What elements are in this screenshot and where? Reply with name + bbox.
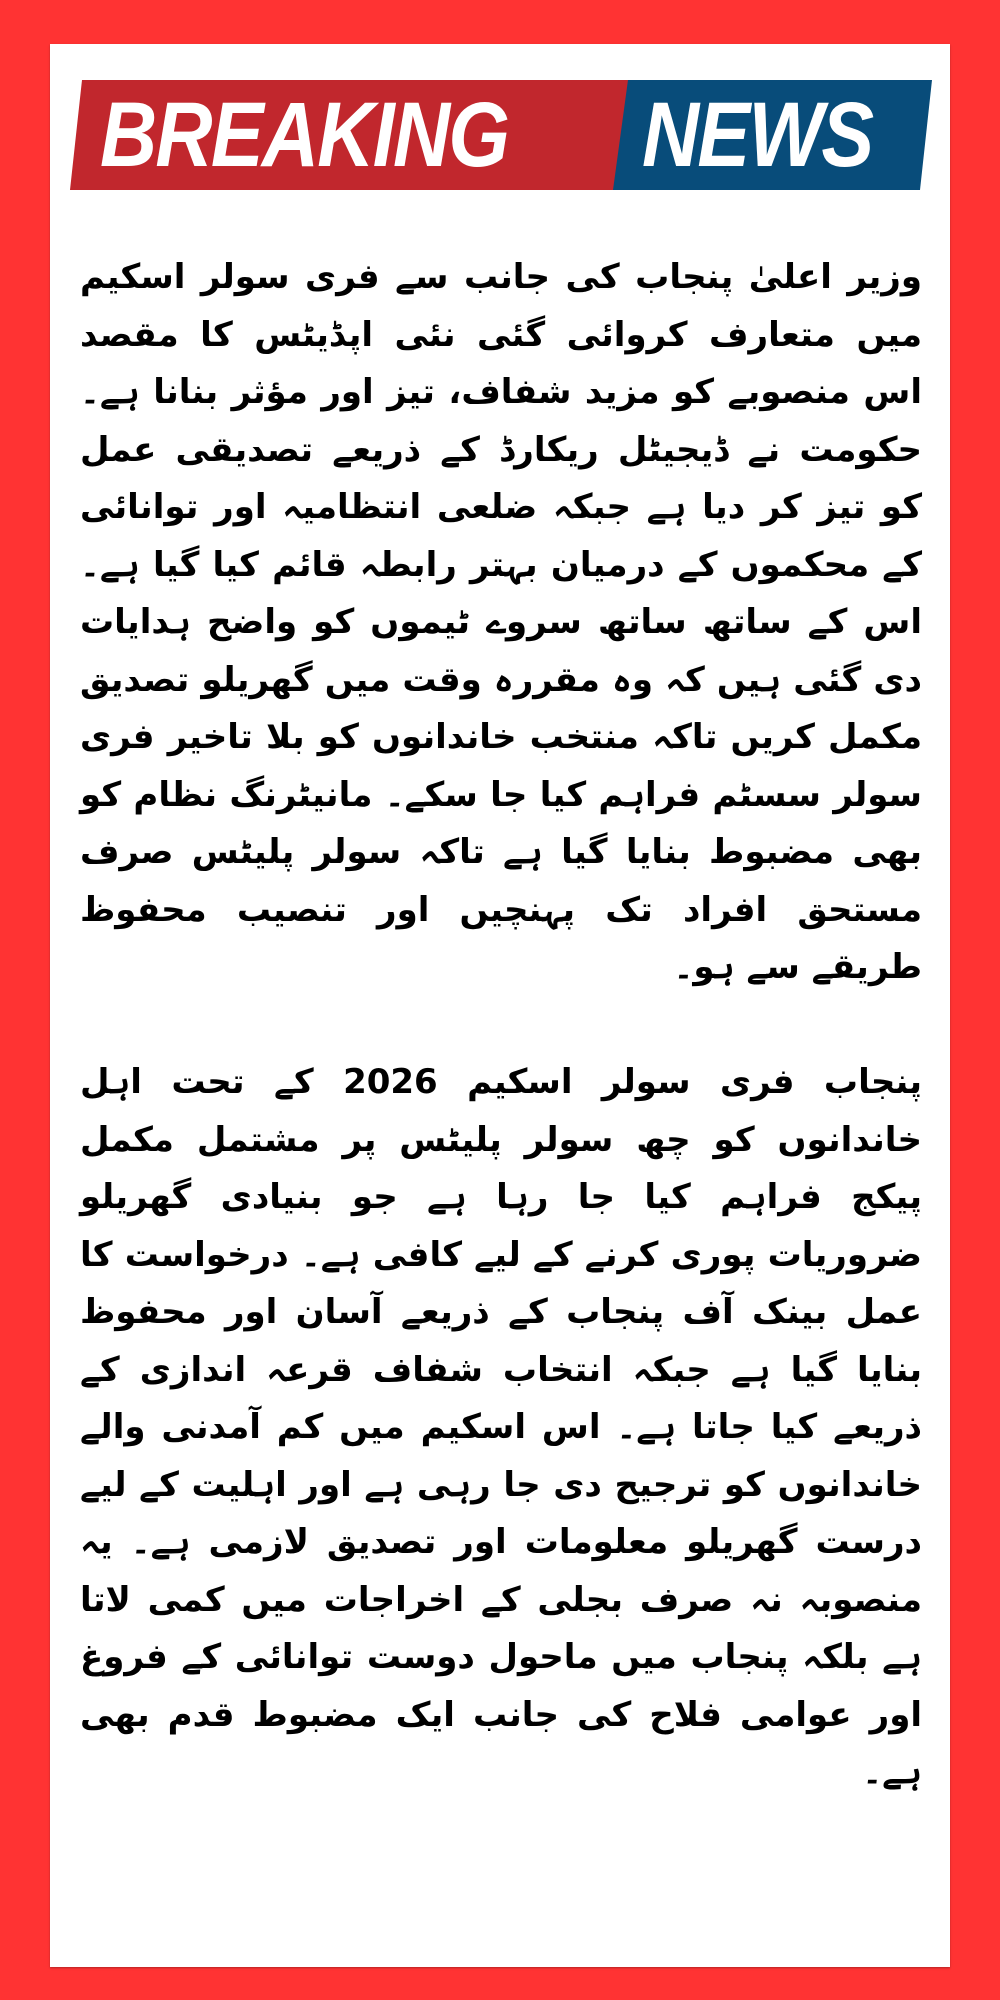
news-card <box>50 44 950 1967</box>
breaking-news-banner <box>70 80 932 190</box>
banner-word-breaking: BREAKING <box>100 84 509 186</box>
article-paragraph-2: پنجاب فری سولر اسکیم 2026 کے تحت اہل خاندانوں کو چھ سولر پلیٹس پر مشتمل مکمل پیکج فراہم کیا جا رہا ہے جو بنیادی گھریلو ضروریات پوری کرنے کے لیے کافی ہے۔ درخواست کا عمل بینک آف پنجاب کے ذریعے آسان اور محفوظ بنایا گیا ہے جبکہ انتخاب شفاف قرعہ اندازی کے ذریعے کیا جاتا ہے۔ اس اسکیم میں کم آمدنی والے خاندانوں کو ترجیح دی جا رہی ہے اور اہلیت کے لیے درست گھریلو معلومات اور تصدیق لازمی ہے۔ یہ منصوبہ نہ صرف بجلی کے اخراجات میں کمی لاتا ہے بلکہ پنجاب میں ماحول دوست توانائی کے فروغ اور عوامی فلاح کی جانب ایک مضبوط قدم بھی ہے۔ <box>80 1062 922 1792</box>
banner-word-news: NEWS <box>642 84 873 186</box>
article-paragraph-1: وزیر اعلیٰ پنجاب کی جانب سے فری سولر اسکیم میں متعارف کروائی گئی نئی اپڈیٹس کا مقصد اس منصوبے کو مزید شفاف، تیز اور مؤثر بنانا ہے۔ حکومت نے ڈیجیٹل ریکارڈ کے ذریعے تصدیقی عمل کو تیز کر دیا ہے جبکہ ضلعی انتظامیہ اور توانائی کے محکموں کے درمیان بہتر رابطہ قائم کیا گیا ہے۔ اس کے ساتھ ساتھ سروے ٹیموں کو واضح ہدایات دی گئی ہیں کہ وہ مقررہ وقت میں گھریلو تصدیق مکمل کریں تاکہ منتخب خاندانوں کو بلا تاخیر فری سولر سسٹم فراہم کیا جا سکے۔ مانیٹرنگ نظام کو بھی مضبوط بنایا گیا ہے تاکہ سولر پلیٹس صرف مستحق افراد تک پہنچیں اور تنصیب محفوظ طریقے سے ہو۔ <box>80 257 922 987</box>
